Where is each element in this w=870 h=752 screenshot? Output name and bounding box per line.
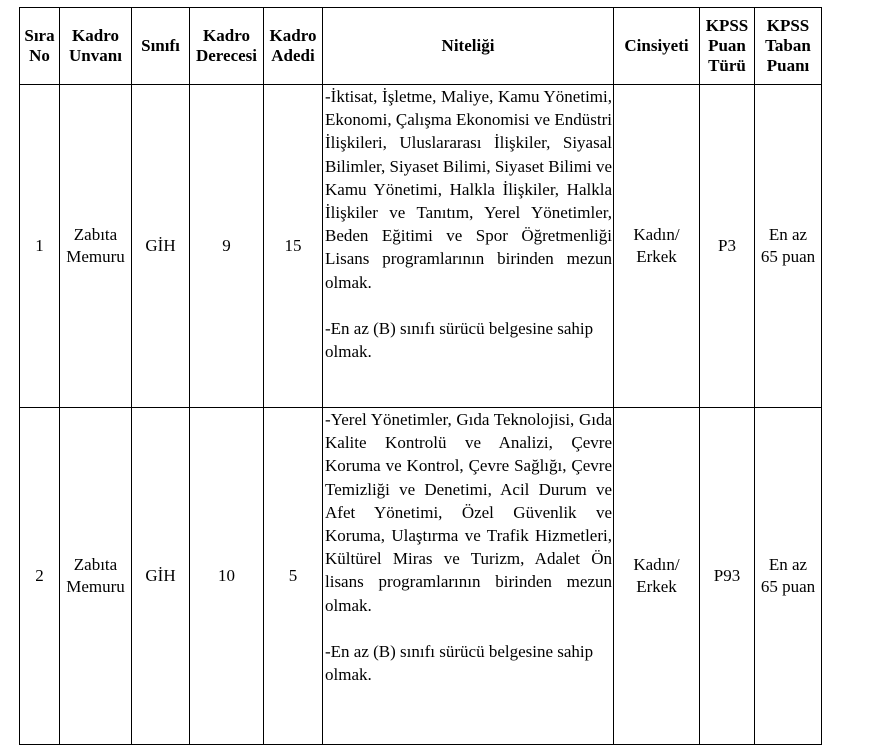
table-row (20, 408, 822, 745)
cell-kpss-puan-turu: P93 (700, 408, 755, 745)
cell-kadro-adedi: 15 (264, 85, 323, 408)
header-kadro-derecesi: Kadro Derecesi (190, 8, 264, 85)
header-cinsiyeti: Cinsiyeti (614, 8, 700, 85)
cell-sira-no: 2 (20, 408, 60, 745)
header-row (20, 8, 822, 85)
cell-kadro-derecesi: 10 (190, 408, 264, 745)
niteligi-education: -Yerel Yönetimler, Gıda Teknolojisi, Gıda Kalite Kontrolü ve Analizi, Çevre Koruma ve Kontrol, Çevre Sağlığı, Çevre Temizliği ve Denetimi, Acil Durum ve Afet Yönetimi, Özel Güvenlik ve Koruma, Ulaştırma ve Trafik Hizmetleri, Kültürel Miras ve Turizm, Adalet Ön lisans programlarının birinden mezun olmak. (325, 410, 612, 615)
cell-kadro-derecesi: 9 (190, 85, 264, 408)
cell-kadro-unvani: Zabıta Memuru (60, 85, 132, 408)
niteligi-license: -En az (B) sınıfı sürücü belgesine sahip olmak. (325, 641, 594, 685)
cell-kpss-taban-puani: En az 65 puan (755, 85, 822, 408)
cell-sinifi: GİH (132, 408, 190, 745)
cell-kpss-puan-turu: P3 (700, 85, 755, 408)
cell-cinsiyeti: Kadın/ Erkek (614, 408, 700, 745)
header-sinifi: Sınıfı (132, 8, 190, 85)
cell-sinifi: GİH (132, 85, 190, 408)
cell-niteligi (323, 408, 614, 745)
header-kadro-unvani: Kadro Unvanı (60, 8, 132, 85)
cell-niteligi (323, 85, 614, 408)
niteligi-license: -En az (B) sınıfı sürücü belgesine sahip olmak. (325, 318, 594, 362)
cell-sira-no: 1 (20, 85, 60, 408)
niteligi-education: -İktisat, İşletme, Maliye, Kamu Yönetimi, Ekonomi, Çalışma Ekonomisi ve Endüstri İlişkileri, Uluslararası İlişkiler, Siyasal Bilimler, Siyaset Bilimi, Siyaset Bilimi ve Kamu Yönetimi, Halkla İlişkiler, Halkla İlişkiler ve Tanıtım, Yerel Yönetimler, Beden Eğitimi ve Spor Öğretmenliği Lisans programlarının birinden mezun olmak. (325, 87, 612, 292)
cell-cinsiyeti: Kadın/ Erkek (614, 85, 700, 408)
header-sira-no: Sıra No (20, 8, 60, 85)
cell-kadro-unvani: Zabıta Memuru (60, 408, 132, 745)
kadro-table (19, 7, 822, 745)
cell-kpss-taban-puani: En az 65 puan (755, 408, 822, 745)
header-kpss-taban-puani: KPSS Taban Puanı (755, 8, 822, 85)
header-niteligi: Niteliği (323, 8, 614, 85)
header-kadro-adedi: Kadro Adedi (264, 8, 323, 85)
table-row (20, 85, 822, 408)
cell-kadro-adedi: 5 (264, 408, 323, 745)
header-kpss-puan-turu: KPSS Puan Türü (700, 8, 755, 85)
